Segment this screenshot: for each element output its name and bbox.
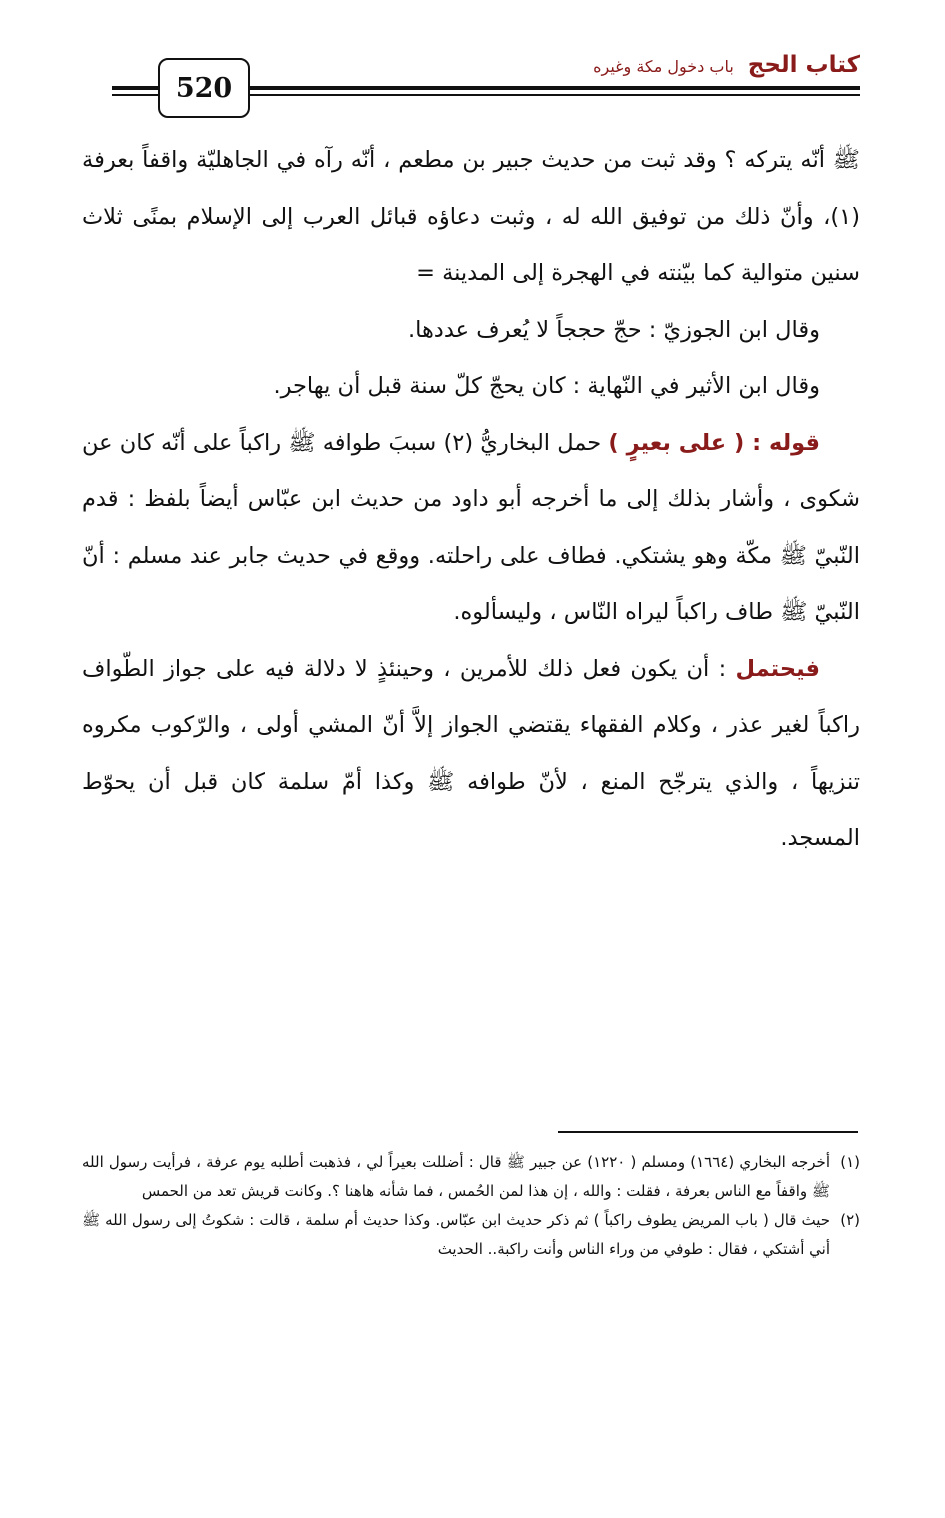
book-title: كتاب الحج [747, 52, 860, 78]
paragraph-3: وقال ابن الأثير في النّهاية : كان يحجّ كلّ سنة قبل أن يهاجر. [273, 373, 820, 399]
paragraph-5-lead: فيحتمل [735, 655, 820, 682]
footnotes [82, 1148, 860, 1264]
page-header [112, 52, 860, 122]
footnote-1-text: أخرجه البخاري (١٦٦٤) ومسلم ( ١٢٢٠) عن جبير ﷺ قال : أضللت بعيراً لي ، فذهبت أطلبه يوم عرفة ، فرأيت رسول الله ﷺ واقفاً مع الناس بعرفة ، فقلت : والله ، إن هذا لمن الحُمس ، فما شأنه هاهنا ؟. وكانت قريش تعد من الحمس [82, 1153, 830, 1200]
footnote-2-text: حيث قال ( باب المريض يطوف راكباً ) ثم ذكر حديث ابن عبّاس. وكذا حديث أم سلمة ، قالت : شكوتُ إلى رسول الله ﷺ أني أشتكي ، فقال : طوفي من وراء الناس وأنت راكبة.. الحديث [82, 1211, 830, 1258]
paragraph-1: ﷺ أنّه يتركه ؟ وقد ثبت من حديث جبير بن مطعم ، أنّه رآه في الجاهليّة واقفاً بعرفة (١)، وأنّ ذلك من توفيق الله له ، وثبت دعاؤه قبائل العرب إلى الإسلام بمنًى ثلاث سنين متوالية كما بيّنته في الهجرة إلى المدينة = [82, 147, 860, 286]
footnote-1-number: (١) [840, 1153, 860, 1171]
paragraph-4 [82, 415, 860, 641]
paragraph-4-lead: قوله : ( على بعيرٍ ) [608, 429, 820, 456]
footnote-separator [558, 1131, 858, 1133]
header-titles [593, 52, 860, 78]
paragraph-2: وقال ابن الجوزيّ : حجّ حججاً لا يُعرف عددها. [407, 316, 820, 343]
footnote-1 [82, 1148, 860, 1206]
paragraph-5-text: : أن يكون فعل ذلك للأمرين ، وحينئذٍ لا دلالة فيه على جواز الطّواف راكباً لغير عذر ، وكلام الفقهاء يقتضي الجواز إلاَّ أنّ المشي أولى ، والرّكوب مكروه تنزيهاً ، والذي يترجّح المنع ، لأنّ طوافه ﷺ وكذا أمّ سلمة كان قبل أن يحوّط المسجد. [82, 655, 860, 851]
paragraph-5 [82, 641, 860, 867]
footnote-2-number: (٢) [840, 1211, 860, 1229]
chapter-title: باب دخول مكة وغيره [593, 57, 734, 76]
page-number: 520 [158, 58, 250, 118]
paragraph-4-text: حمل البخاريُّ (٢) سببَ طوافه ﷺ راكباً على أنّه كان عن شكوى ، وأشار بذلك إلى ما أخرجه أبو داود من حديث ابن عبّاس أيضاً بلفظ : قدم النّبيّ ﷺ مكّة وهو يشتكي. فطاف على راحلته. ووقع في حديث جابر عند مسلم : أنّ النّبيّ ﷺ طاف راكباً ليراه النّاس ، وليسألوه. [82, 429, 860, 625]
main-text [82, 132, 860, 867]
footnote-2 [82, 1206, 860, 1264]
